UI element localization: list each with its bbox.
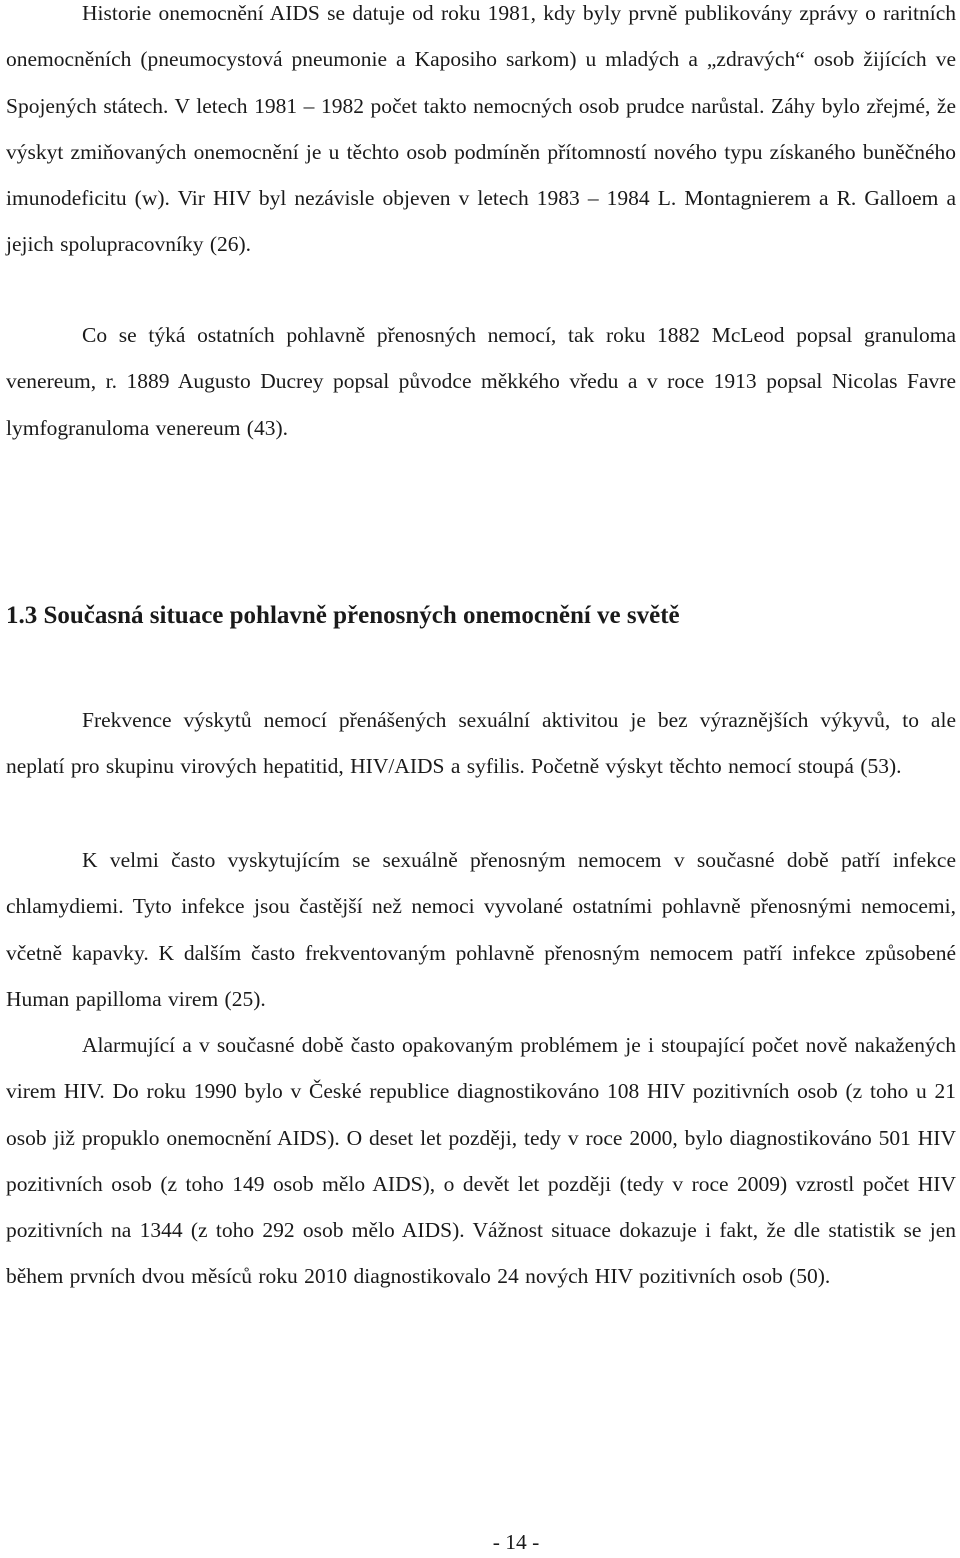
section-heading: 1.3 Současná situace pohlavně přenosných onemocnění ve světě xyxy=(6,602,680,629)
paragraph-frequency: Frekvence výskytů nemocí přenášených sexuální aktivitou je bez výraznějších výkyvů, to ale neplatí pro skupinu virových hepatitid, HIV/AIDS a syfilis. Početně výskyt těchto nemocí stoupá (53). xyxy=(6,708,956,779)
paragraph-chlamydia: K velmi často vyskytujícím se sexuálně přenosným nemocem v současné době patří infekce chlamydiemi. Tyto infekce jsou častější než nemoci vyvolané ostatními pohlavně přenosnými nemocemi, včetně kapavky. K dalším často frekventovaným pohlavně přenosným nemocem patří infekce způsobené Human papilloma virem (25). xyxy=(6,848,956,1011)
paragraph-other-std-history: Co se týká ostatních pohlavně přenosných nemocí, tak roku 1882 McLeod popsal granuloma venereum, r. 1889 Augusto Ducrey popsal původce měkkého vředu a v roce 1913 popsal Nicolas Favre lymfogranuloma venereum (43). xyxy=(6,323,956,440)
page-number: - 14 - xyxy=(492,1530,540,1554)
paragraph-aids-history: Historie onemocnění AIDS se datuje od roku 1981, kdy byly prvně publikovány zprávy o raritních onemocněních (pneumocystová pneumonie a Kaposiho sarkom) u mladých a „zdravých“ osob žijících ve Spojených státech. V letech 1981 – 1982 počet takto nemocných osob prudce narůstal. Záhy bylo zřejmé, že výskyt zmiňovaných onemocnění je u těchto osob podmíněn přítomností nového typu získaného buněčného imunodeficitu (w). Vir HIV byl nezávisle objeven v letech 1983 – 1984 L. Montagnierem a R. Galloem a jejich spolupracovníky (26). xyxy=(6,1,956,257)
paragraph-hiv-statistics: Alarmující a v současné době často opakovaným problémem je i stoupající počet nově nakažených virem HIV. Do roku 1990 bylo v České republice diagnostikováno 108 HIV pozitivních osob (z toho u 21 osob již propuklo onemocnění AIDS). O deset let později, tedy v roce 2000, bylo diagnostikováno 501 HIV pozitivních osob (z toho 149 osob mělo AIDS), o devět let později (tedy v roce 2009) vzrostl počet HIV pozitivních na 1344 (z toho 292 osob mělo AIDS). Vážnost situace dokazuje i fakt, že dle statistik se jen během prvních dvou měsíců roku 2010 diagnostikovalo 24 nových HIV pozitivních osob (50). xyxy=(6,1033,956,1289)
